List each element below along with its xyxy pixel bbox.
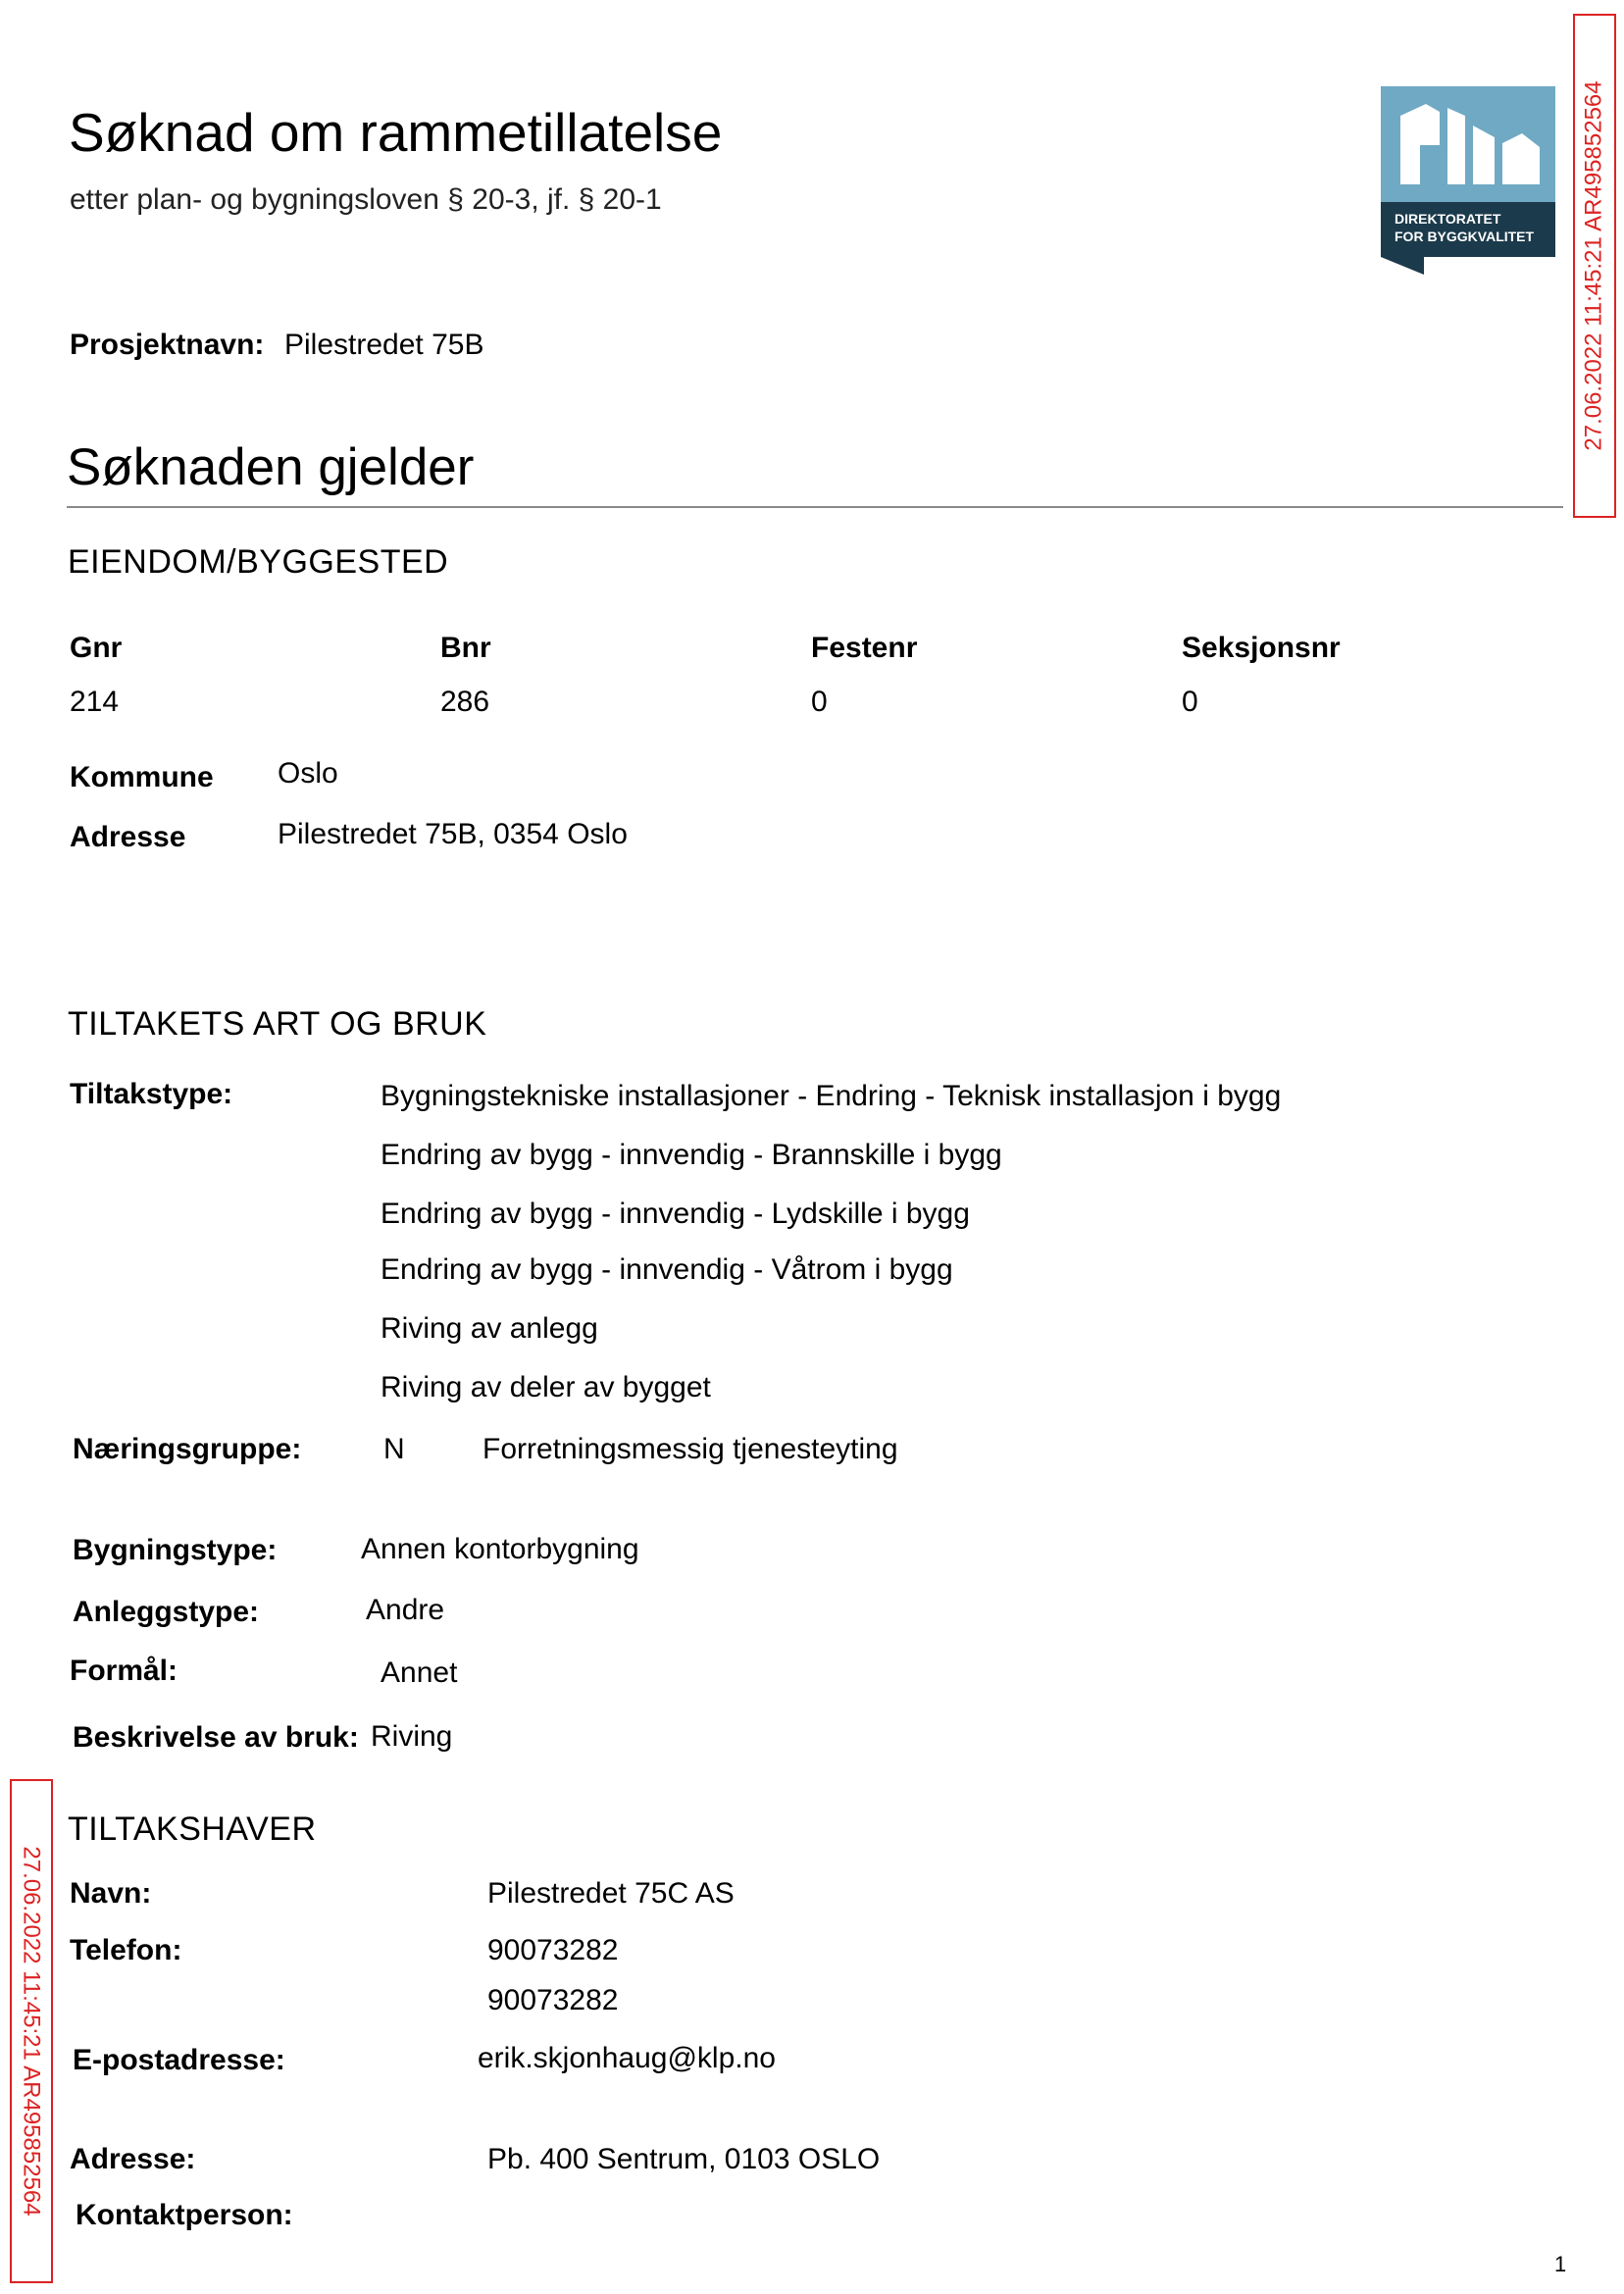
stamp-text: 27.06.2022 11:45:21 AR495852564 — [1581, 80, 1607, 451]
kommune-value: Oslo — [278, 757, 338, 790]
seksjonsnr-value: 0 — [1182, 686, 1198, 718]
epost-value: erik.skjonhaug@klp.no — [478, 2042, 776, 2074]
document-stamp-top — [1573, 14, 1616, 518]
bnr-value: 286 — [440, 686, 490, 718]
logo-line1: DIREKTORATET — [1395, 211, 1501, 227]
section-divider — [67, 506, 1563, 508]
telefon-label: Telefon: — [70, 1934, 182, 1966]
naeringsgruppe-code: N — [383, 1433, 405, 1465]
seksjonsnr-label: Seksjonsnr — [1182, 632, 1341, 664]
tiltakshaver-heading: TILTAKSHAVER — [68, 1810, 317, 1848]
kommune-label: Kommune — [70, 761, 214, 793]
logo-line2: FOR BYGGKVALITET — [1395, 229, 1535, 244]
tiltakshaver-adresse-label: Adresse: — [70, 2143, 196, 2175]
document-stamp-bottom — [10, 1779, 53, 2283]
tiltakstype-item: Riving av deler av bygget — [381, 1371, 711, 1403]
anleggstype-value: Andre — [366, 1594, 445, 1626]
beskrivelse-label: Beskrivelse av bruk: — [73, 1721, 359, 1754]
tiltakstype-item: Endring av bygg - innvendig - Brannskille i bygg — [381, 1139, 1002, 1171]
beskrivelse-value: Riving — [371, 1720, 453, 1753]
page-number: 1 — [1554, 2252, 1567, 2276]
dibk-logo — [1381, 86, 1555, 275]
tiltakstype-label: Tiltakstype: — [70, 1078, 233, 1110]
adresse-value: Pilestredet 75B, 0354 Oslo — [278, 818, 628, 850]
project-label: Prosjektnavn: — [70, 329, 265, 361]
kontaktperson-label: Kontaktperson: — [76, 2199, 293, 2231]
anleggstype-label: Anleggstype: — [73, 1596, 260, 1628]
formal-value: Annet — [381, 1657, 458, 1689]
tiltakshaver-adresse-value: Pb. 400 Sentrum, 0103 OSLO — [487, 2143, 881, 2175]
bygningstype-label: Bygningstype: — [73, 1534, 278, 1566]
project-value: Pilestredet 75B — [284, 329, 484, 361]
festenr-value: 0 — [811, 686, 828, 718]
stamp-text: 27.06.2022 11:45:21 AR495852564 — [19, 1846, 45, 2217]
tiltakstype-item: Riving av anlegg — [381, 1312, 598, 1345]
page-subtitle: etter plan- og bygningsloven § 20-3, jf. § 20-1 — [70, 183, 662, 216]
bnr-label: Bnr — [440, 632, 491, 664]
tiltakstype-item: Bygningstekniske installasjoner - Endring - Teknisk installasjon i bygg — [381, 1080, 1282, 1112]
tiltakstype-item: Endring av bygg - innvendig - Våtrom i bygg — [381, 1253, 953, 1286]
tiltakstype-item: Endring av bygg - innvendig - Lydskille i bygg — [381, 1198, 970, 1230]
festenr-label: Festenr — [811, 632, 918, 664]
section-title: Søknaden gjelder — [67, 438, 475, 496]
bygningstype-value: Annen kontorbygning — [361, 1533, 639, 1565]
eiendom-heading: EIENDOM/BYGGESTED — [68, 543, 449, 581]
gnr-value: 214 — [70, 686, 120, 718]
gnr-label: Gnr — [70, 632, 123, 664]
adresse-label: Adresse — [70, 821, 186, 853]
telefon-value: 90073282 — [487, 1984, 619, 2016]
page-title: Søknad om rammetillatelse — [69, 102, 723, 163]
telefon-value: 90073282 — [487, 1934, 619, 1966]
navn-value: Pilestredet 75C AS — [487, 1877, 735, 1910]
navn-label: Navn: — [70, 1877, 152, 1910]
naeringsgruppe-value: Forretningsmessig tjenesteyting — [482, 1433, 898, 1465]
tiltak-heading: TILTAKETS ART OG BRUK — [68, 1005, 487, 1043]
formal-label: Formål: — [70, 1655, 178, 1687]
epost-label: E-postadresse: — [73, 2044, 285, 2076]
naeringsgruppe-label: Næringsgruppe: — [73, 1433, 302, 1465]
